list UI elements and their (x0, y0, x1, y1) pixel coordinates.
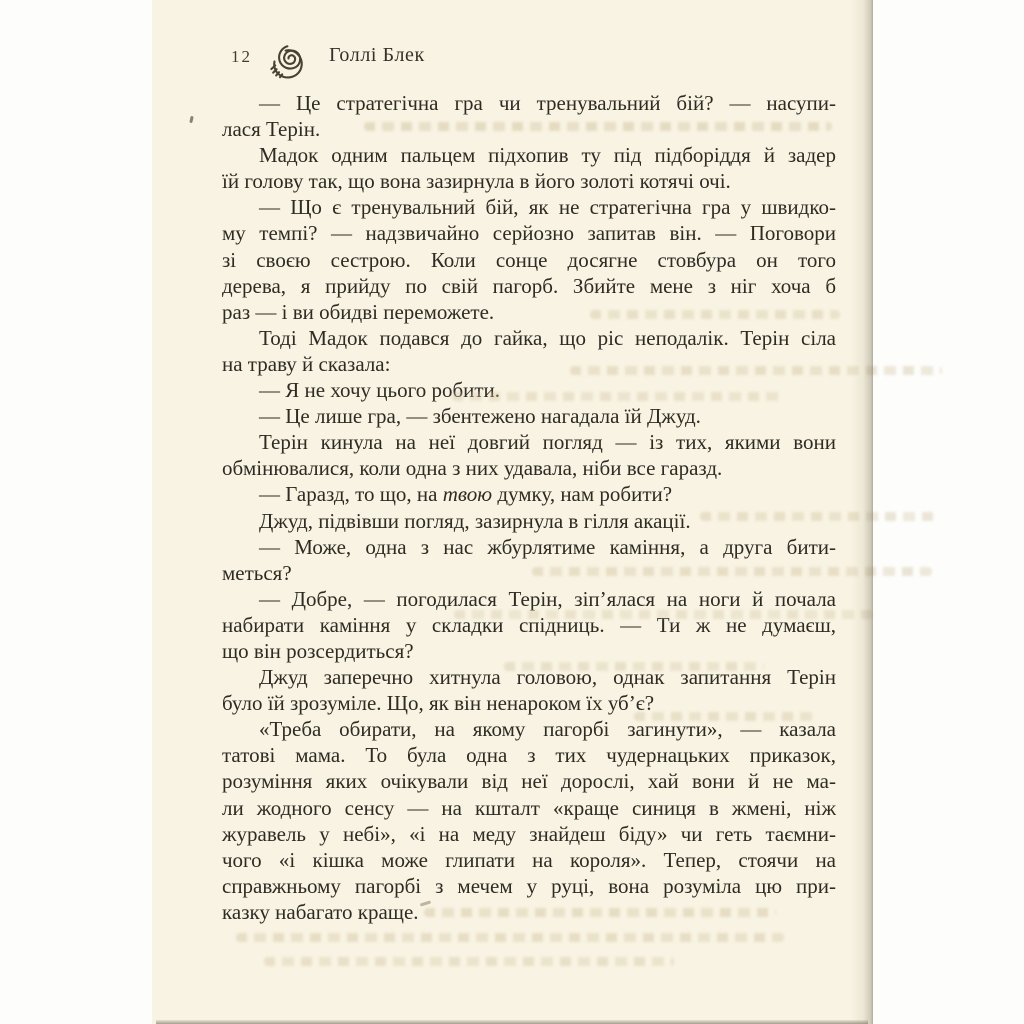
text-line: Мадок одним пальцем підхопив ту під підборіддя й задер (259, 143, 836, 168)
page-number: 12 (231, 47, 252, 66)
paragraph (222, 142, 836, 194)
text-line: справжньому пагорбі з мечем у руці, вона розуміла цю при- (222, 873, 836, 898)
paragraph (222, 481, 836, 507)
snail-shell-icon (265, 38, 309, 80)
text-line: що він розсердиться? (222, 638, 414, 663)
body-text (222, 90, 836, 925)
text-line: було їй зрозуміле. Що, як він ненароком їх уб’є? (222, 691, 655, 716)
text-line: татові мама. То була одна з тих чудернацьких приказок, (222, 743, 836, 768)
text-line: набирати каміння у складки спідниць. — Ти ж не думаєш, (222, 612, 836, 637)
text-line: «Треба обирати, на якому пагорбі загинути», — казала (259, 717, 836, 742)
paragraph (222, 377, 836, 403)
paragraph (222, 429, 836, 481)
paragraph (222, 90, 836, 142)
text-line: дерева, я прийду по свій пагорб. Збийте мене з ніг хоча б (222, 273, 836, 298)
page-bottom-edge (156, 1020, 868, 1024)
book-page (152, 0, 873, 1024)
paragraph (222, 403, 836, 429)
text-line: лася Терін. (222, 117, 321, 142)
text-line: — Добре, — погодилася Терін, зіп’ялася на ноги й почала (259, 586, 836, 611)
text-line: — Це лише гра, — збентежено нагадала їй Джуд. (259, 404, 701, 429)
text-line: журавель у небі», «і на меду знайдеш біду» чи геть таємни- (222, 821, 836, 846)
paragraph (222, 325, 836, 377)
text-line: — Що є тренувальний бій, як не стратегічна гра у швидко- (259, 195, 836, 220)
text-line: казку набагато краще. (222, 899, 419, 924)
text-line: меться? (222, 560, 292, 585)
text-line: чого «і кішка може глипати на короля». Тепер, стоячи на (222, 847, 836, 872)
text-line: зі своєю сестрою. Коли сонце досягне стовбура он того (222, 247, 836, 272)
text-line: розуміння яких очікували від неї дорослі, хай вони й не ма- (222, 769, 836, 794)
running-header (152, 38, 873, 80)
text-line: Джуд заперечно хитнула головою, однак запитання Терін (259, 665, 836, 690)
text-line: ли жодного сенсу — на кшталт «краще синиця в жмені, ніж (222, 795, 836, 820)
text-line: — Я не хочу цього робити. (259, 378, 501, 403)
paragraph (222, 664, 836, 716)
show-through-smudge (236, 933, 784, 942)
paragraph (222, 586, 836, 664)
author-name: Голлі Блек (329, 44, 425, 66)
text-line: — Гаразд, то що, на твою думку, нам робити? (259, 482, 673, 507)
text-line: Терін кинула на неї довгий погляд — із тих, якими вони (259, 430, 836, 455)
text-line: їй голову так, що вона зазирнула в його золоті котячі очі. (222, 169, 731, 194)
text-line: обмінювалися, коли одна з них удавала, ніби все гаразд. (222, 456, 723, 481)
show-through-smudge (264, 957, 674, 966)
text-line: — Це стратегічна гра чи тренувальний бій? — насупи- (259, 91, 836, 115)
paragraph (222, 716, 836, 925)
text-line: Тоді Мадок подався до гайка, що ріс неподалік. Терін сіла (259, 325, 836, 350)
ink-speck (189, 116, 193, 123)
paragraph (222, 534, 836, 586)
text-line: му темпі? — надзвичайно серйозно запитав він. — Поговори (222, 221, 836, 246)
paragraph (222, 508, 836, 534)
text-line: на траву й сказала: (222, 351, 391, 376)
paragraph (222, 194, 836, 324)
text-line: Джуд, підвівши погляд, зазирнула в гілля акації. (259, 508, 691, 533)
text-line: раз — і ви обидві переможете. (222, 299, 495, 324)
text-line: — Може, одна з нас жбурлятиме каміння, а друга бити- (259, 534, 836, 559)
